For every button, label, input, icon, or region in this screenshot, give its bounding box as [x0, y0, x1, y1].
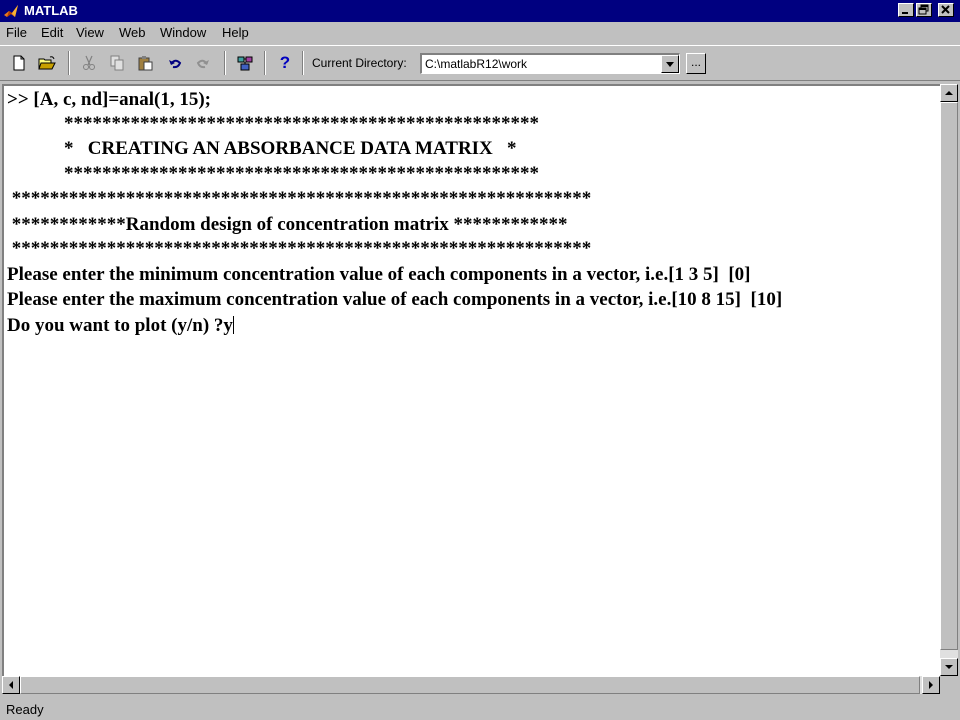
- simulink-icon: [236, 54, 254, 72]
- output-line: ************Random design of concentration matrix ************: [7, 214, 568, 235]
- prompt-line: Please enter the minimum concentration value of each components in a vector, i.e.[1 3 5] [0]: [7, 264, 751, 285]
- scroll-up-button[interactable]: [940, 84, 958, 102]
- output-line: **************************************************: [7, 113, 539, 134]
- output-line: * CREATING AN ABSORBANCE DATA MATRIX *: [7, 138, 517, 159]
- paste-button[interactable]: [134, 53, 156, 73]
- menu-file[interactable]: File: [6, 25, 27, 40]
- scrollbar-corner: [940, 676, 958, 694]
- window-title: MATLAB: [24, 3, 78, 18]
- title-bar[interactable]: [0, 0, 960, 22]
- text-cursor: [233, 316, 234, 334]
- arrow-up-icon: [941, 85, 957, 101]
- help-icon: ?: [279, 53, 291, 72]
- close-icon: [939, 4, 953, 16]
- current-directory-input[interactable]: [425, 57, 655, 71]
- paste-icon: [137, 55, 153, 71]
- menu-bar: [0, 22, 960, 44]
- directory-dropdown-button[interactable]: [661, 55, 679, 73]
- horizontal-scrollbar[interactable]: [2, 676, 940, 694]
- current-directory-label: Current Directory:: [312, 56, 407, 70]
- status-bar: [0, 698, 960, 720]
- scroll-right-button[interactable]: [922, 676, 940, 694]
- status-text: Ready: [6, 702, 44, 717]
- new-file-icon: [11, 55, 27, 71]
- output-line: *************************************************************: [7, 188, 592, 209]
- prompt-line-active[interactable]: [7, 314, 234, 338]
- new-file-button[interactable]: [8, 53, 30, 73]
- help-button[interactable]: [274, 53, 296, 73]
- toolbar-separator: [302, 51, 304, 75]
- cut-button[interactable]: [78, 53, 100, 73]
- horizontal-scroll-thumb[interactable]: [20, 676, 920, 694]
- redo-icon: [195, 55, 211, 71]
- close-button[interactable]: [938, 3, 954, 17]
- open-folder-icon: [38, 55, 56, 71]
- prompt-line: Please enter the maximum concentration value of each components in a vector, i.e.[10 8 15] [10]: [7, 289, 783, 310]
- browse-directory-button[interactable]: ...: [686, 53, 706, 74]
- arrow-right-icon: [923, 677, 939, 693]
- command-line: >> [A, c, nd]=anal(1, 15);: [7, 89, 211, 110]
- undo-button[interactable]: [164, 53, 186, 73]
- toolbar-separator: [224, 51, 226, 75]
- prompt-text: Do you want to plot (y/n) ?y: [7, 315, 233, 336]
- cut-icon: [81, 55, 97, 71]
- menu-edit[interactable]: Edit: [41, 25, 64, 40]
- minimize-button[interactable]: [898, 3, 914, 17]
- simulink-button[interactable]: [234, 53, 256, 73]
- menu-view[interactable]: View: [76, 25, 104, 40]
- scroll-down-button[interactable]: [940, 658, 958, 676]
- menu-web[interactable]: Web: [119, 25, 146, 40]
- restore-button[interactable]: [916, 3, 932, 17]
- toolbar: [0, 45, 960, 81]
- vertical-scrollbar[interactable]: [940, 84, 958, 676]
- scroll-left-button[interactable]: [2, 676, 20, 694]
- output-line: *************************************************************: [7, 238, 592, 259]
- arrow-left-icon: [3, 677, 19, 693]
- matlab-logo-icon: [3, 3, 19, 19]
- menu-help[interactable]: Help: [222, 25, 249, 40]
- toolbar-separator: [264, 51, 266, 75]
- open-button[interactable]: [36, 53, 58, 73]
- restore-icon: [917, 4, 931, 16]
- redo-button[interactable]: [192, 53, 214, 73]
- command-window[interactable]: [2, 84, 940, 676]
- menu-window[interactable]: Window: [160, 25, 207, 40]
- vertical-scroll-thumb[interactable]: [940, 102, 958, 650]
- chevron-down-icon: [662, 56, 678, 72]
- minimize-icon: [899, 4, 913, 16]
- current-directory-combobox[interactable]: [420, 53, 680, 74]
- undo-icon: [167, 55, 183, 71]
- arrow-down-icon: [941, 659, 957, 675]
- toolbar-separator: [68, 51, 70, 75]
- copy-button[interactable]: [106, 53, 128, 73]
- copy-icon: [109, 55, 125, 71]
- output-line: **************************************************: [7, 163, 539, 184]
